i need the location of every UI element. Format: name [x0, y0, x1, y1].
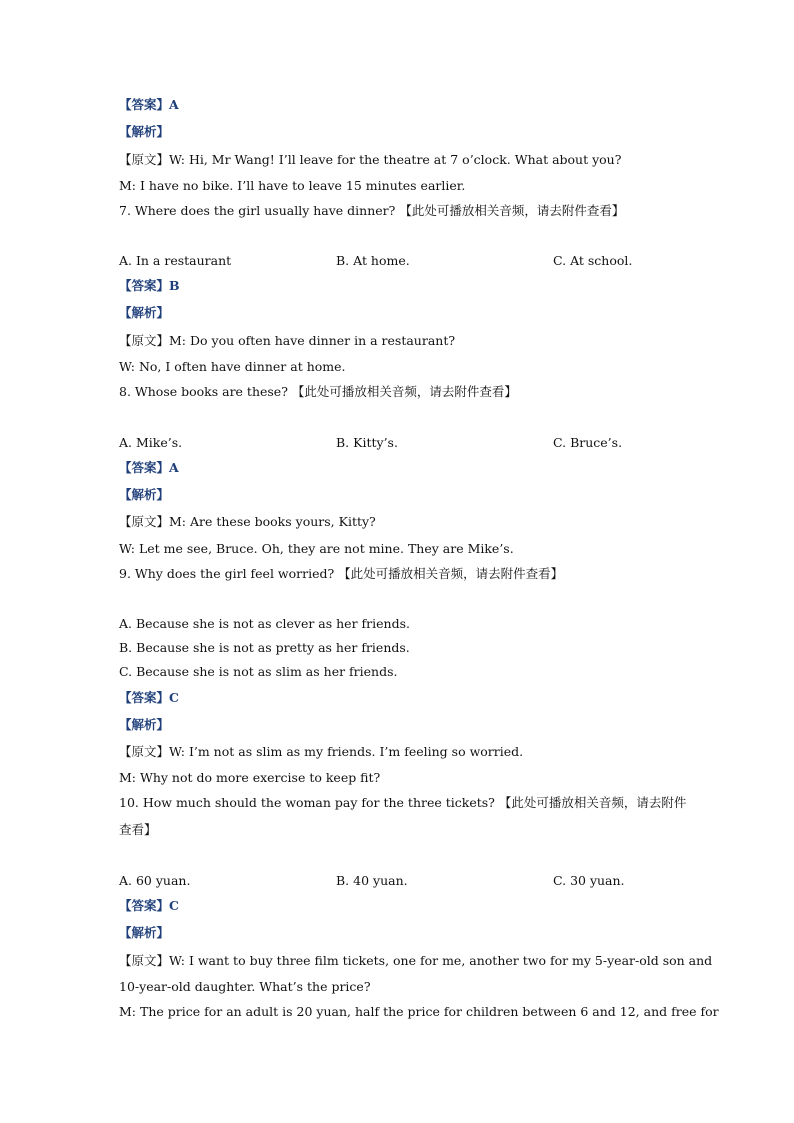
analysis-label: 【解析】 — [119, 487, 170, 502]
answer-label: 【答案】A — [119, 460, 179, 475]
answer-label: 【答案】A — [119, 97, 179, 112]
question-7: 7. Where does the girl usually have dinner? 【此处可播放相关音频，请去附件查看】 — [119, 203, 625, 218]
analysis-label: 【解析】 — [119, 305, 170, 320]
transcript-line: W: No, I often have dinner at home. — [119, 359, 346, 374]
question-10-options — [119, 873, 679, 889]
transcript-line: M: The price for an adult is 20 yuan, half the price for children between 6 and 12, and free for — [119, 1004, 719, 1019]
question-8: 8. Whose books are these? 【此处可播放相关音频，请去附件查看】 — [119, 384, 517, 399]
question-7-options — [119, 253, 679, 269]
transcript-line: 【原文】M: Do you often have dinner in a restaurant? — [119, 333, 456, 348]
option-b: B. At home. — [336, 253, 410, 268]
analysis-label: 【解析】 — [119, 124, 170, 139]
option-c: C. Because she is not as slim as her friends. — [119, 664, 398, 679]
option-b: B. 40 yuan. — [336, 873, 408, 888]
question-10-continuation: 查看】 — [119, 822, 157, 837]
question-8-options — [119, 435, 679, 451]
answer-label: 【答案】C — [119, 690, 179, 705]
transcript-line: M: Why not do more exercise to keep fit? — [119, 770, 381, 785]
transcript-line: 【原文】W: I want to buy three film tickets, one for me, another two for my 5-year-old son and — [119, 953, 713, 968]
option-b: B. Kitty’s. — [336, 435, 398, 450]
answer-label: 【答案】C — [119, 898, 179, 913]
transcript-line: 【原文】W: I’m not as slim as my friends. I’m feeling so worried. — [119, 744, 524, 759]
option-a: A. Because she is not as clever as her friends. — [119, 616, 410, 631]
question-9: 9. Why does the girl feel worried? 【此处可播放相关音频，请去附件查看】 — [119, 566, 564, 581]
option-c: C. 30 yuan. — [553, 873, 625, 888]
analysis-label: 【解析】 — [119, 717, 170, 732]
option-c: C. Bruce’s. — [553, 435, 623, 450]
analysis-label: 【解析】 — [119, 925, 170, 940]
option-c: C. At school. — [553, 253, 633, 268]
transcript-line: W: Let me see, Bruce. Oh, they are not mine. They are Mike’s. — [119, 541, 514, 556]
transcript-line: 【原文】M: Are these books yours, Kitty? — [119, 514, 376, 529]
transcript-line: M: I have no bike. I’ll have to leave 15 minutes earlier. — [119, 178, 466, 193]
option-a: A. 60 yuan. — [119, 873, 191, 888]
transcript-line: 10-year-old daughter. What’s the price? — [119, 979, 371, 994]
option-a: A. In a restaurant — [119, 253, 232, 268]
transcript-line: 【原文】W: Hi, Mr Wang! I’ll leave for the theatre at 7 o’clock. What about you? — [119, 152, 622, 167]
answer-label: 【答案】B — [119, 278, 180, 293]
option-a: A. Mike’s. — [119, 435, 183, 450]
question-10: 10. How much should the woman pay for the three tickets? 【此处可播放相关音频，请去附件 — [119, 795, 687, 810]
option-b: B. Because she is not as pretty as her friends. — [119, 640, 410, 655]
